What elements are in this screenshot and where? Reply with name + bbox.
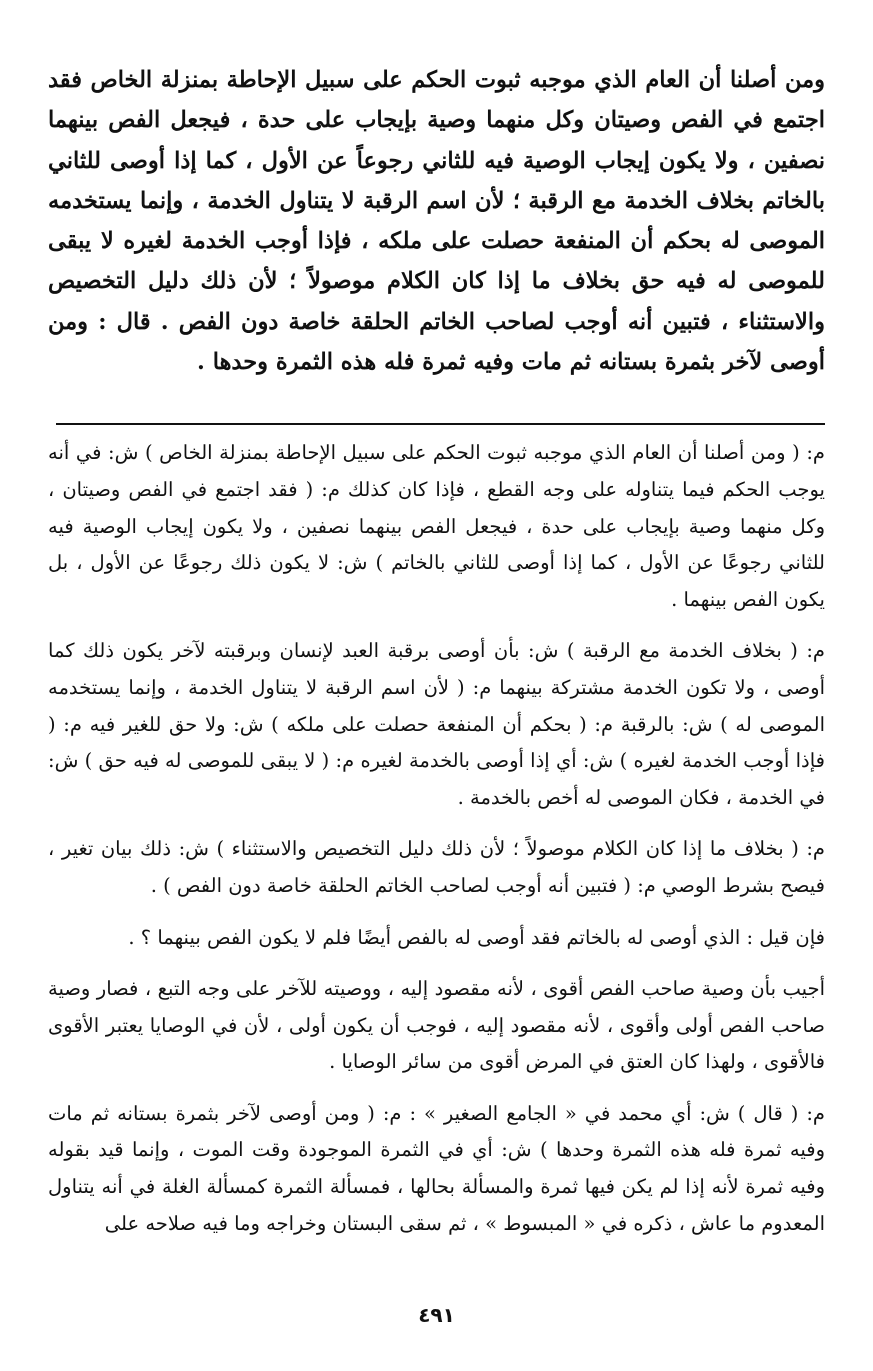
commentary-paragraph: أجيب بأن وصية صاحب الفص أقوى ، لأنه مقصود إليه ، ووصيته للآخر على وجه التبع ، فصار وصية صاحب الفص أولى وأقوى ، لأنه مقصود إليه ، فوجب أن يكون أولى ، لأن في الوصايا يعتبر الأقوى فالأقوى ، ولهذا كان العتق في المرض أقوى من سائر الوصايا .: [48, 977, 825, 1074]
commentary-paragraph: م: ( ومن أصلنا أن العام الذي موجبه ثبوت الحكم على سبيل الإحاطة بمنزلة الخاص ) ش: في أنه يوجب الحكم فيما يتناوله على وجه القطع ، فإذا كان كذلك م: ( فقد اجتمع في الفص وصيتان ، وكل منهما وصية بإيجاب على حدة ، فيجعل الفص بينهما نصفين ، ولا يكون إيجاب الوصية فيه للثاني رجوعًا عن الأول ، كما إذا أوصى للثاني بالخاتم ) ش: لا يكون ذلك رجوعًا عن الأول ، بل يكون الفص بينهما .: [48, 441, 825, 611]
commentary-paragraph: فإن قيل : الذي أوصى له بالخاتم فقد أوصى له بالفص أيضًا فلم لا يكون الفص بينهما ؟ .: [128, 925, 825, 949]
commentary-paragraph: م: ( قال ) ش: أي محمد في « الجامع الصغير » : م: ( ومن أوصى لآخر بثمرة بستانه ثم مات وفيه ثمرة فله هذه الثمرة وحدها ) ش: أي في الثمرة الموجودة وقت الموت ، وإنما قيد بقوله وفيه ثمرة لأنه إذا لم يكن فيها ثمرة والمسألة بحالها ، فمسألة الثمرة كمسألة الغلة في أنه يتناول المعدوم ما عاش ، ذكره في « المبسوط » ، ثم سقى البستان وخراجه وما فيه صلاحه على: [48, 1101, 825, 1235]
commentary-paragraph: م: ( بخلاف الخدمة مع الرقبة ) ش: بأن أوصى برقبة العبد لإنسان وبرقبته لآخر يكون ذلك كما أوصى ، ولا تكون الخدمة مشتركة بينهما م: ( لأن اسم الرقبة لا يتناول الخدمة ، وإنما يستخدمه الموصى له ) ش: بالرقبة م: ( بحكم أن المنفعة حصلت على ملكه ) ش: ولا حق للغير فيه م: ( فإذا أوجب الخدمة لغيره ) ش: أي إذا أوصى بالخدمة لغيره م: ( لا يبقى للموصى له فيه حق ) ش: في الخدمة ، فكان الموصى له أخص بالخدمة .: [48, 639, 825, 809]
commentary: [48, 425, 825, 1242]
commentary-paragraph: م: ( بخلاف ما إذا كان الكلام موصولاً ؛ لأن ذلك دليل التخصيص والاستثناء ) ش: ذلك بيان تغير ، فيصح بشرط الوصي م: ( فتبين أنه أوجب لصاحب الخاتم الحلقة خاصة دون الفص ) .: [48, 837, 825, 897]
main-text: ومن أصلنا أن العام الذي موجبه ثبوت الحكم على سبيل الإحاطة بمنزلة الخاص فقد اجتمع في الفص وصيتان وكل منهما وصية بإيجاب على حدة ، فيجعل الفص بينهما نصفين ، ولا يكون إيجاب الوصية فيه للثاني رجوعاً عن الأول ، كما إذا أوصى للثاني بالخاتم بخلاف الخدمة مع الرقبة ؛ لأن اسم الرقبة لا يتناول الخدمة ، وإنما يستخدمه الموصى له بحكم أن المنفعة حصلت على ملكه ، فإذا أوجب الخدمة لغيره لا يبقى للموصى له فيه حق بخلاف ما إذا كان الكلام موصولاً ؛ لأن ذلك دليل التخصيص والاستثناء ، فتبين أنه أوجب لصاحب الخاتم الحلقة خاصة دون الفص . قال : ومن أوصى لآخر بثمرة بستانه ثم مات وفيه ثمرة فله هذه الثمرة وحدها .: [48, 67, 825, 376]
book-page: [48, 40, 825, 1257]
page-number: ٤٩١: [418, 1303, 455, 1327]
